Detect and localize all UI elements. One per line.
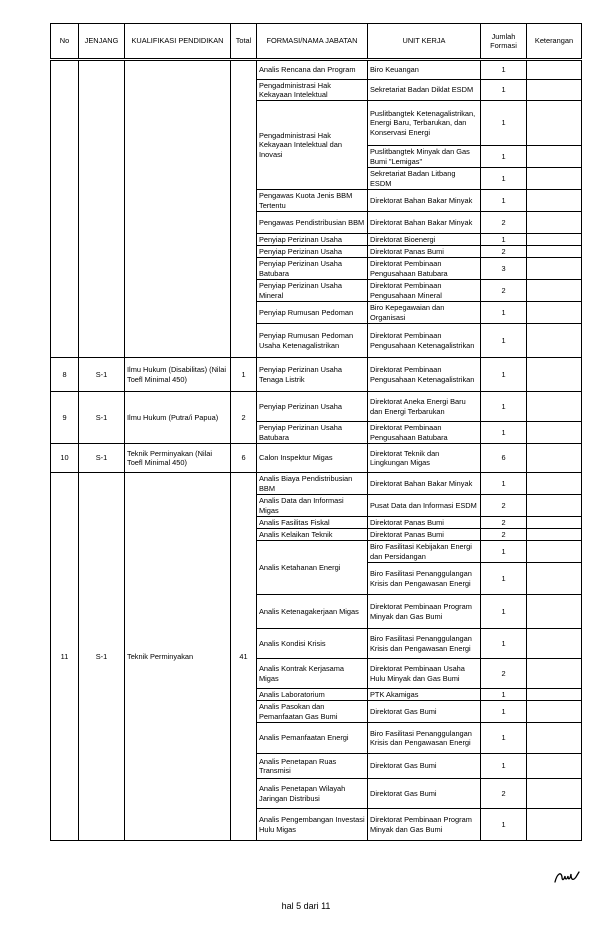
cell-keterangan: [527, 689, 582, 701]
cell-jumlah: 1: [481, 234, 527, 246]
cell-formasi: Analis Data dan Informasi Migas: [257, 495, 368, 517]
cell-unit: Direktorat Aneka Energi Baru dan Energi Terbarukan: [368, 392, 481, 422]
cell-formasi: Analis Ketenagakerjaan Migas: [257, 595, 368, 629]
cell-keterangan: [527, 80, 582, 101]
cell-keterangan: [527, 595, 582, 629]
cell-keterangan: [527, 246, 582, 258]
formasi-table: [50, 23, 582, 841]
cell-keterangan: [527, 101, 582, 146]
cell-jumlah: 2: [481, 495, 527, 517]
cell-formasi: Analis Penetapan Ruas Transmisi: [257, 754, 368, 779]
cell-unit: Direktorat Bahan Bakar Minyak: [368, 212, 481, 234]
cell-unit: Biro Keuangan: [368, 60, 481, 80]
cell-keterangan: [527, 280, 582, 302]
page-number: hal 5 dari 11: [281, 901, 331, 911]
cell-unit: Biro Fasilitasi Penanggulangan Krisis dan Pengawasan Energi: [368, 629, 481, 659]
cell-unit: Direktorat Panas Bumi: [368, 246, 481, 258]
cell-keterangan: [527, 529, 582, 541]
col-header-unit: UNIT KERJA: [368, 24, 481, 60]
cell-keterangan: [527, 302, 582, 324]
cell-formasi: Analis Fasilitas Fiskal: [257, 517, 368, 529]
cell-keterangan: [527, 190, 582, 212]
table-row: [51, 392, 582, 422]
cell-unit: Sekretariat Badan Litbang ESDM: [368, 168, 481, 190]
signature-initial: [552, 868, 582, 886]
cell-formasi: Penyiap Rumusan Pedoman: [257, 302, 368, 324]
cell-formasi: Penyiap Perizinan Usaha: [257, 392, 368, 422]
cell-formasi: Analis Kontrak Kerjasama Migas: [257, 659, 368, 689]
cell-formasi: Analis Ketahanan Energi: [257, 541, 368, 595]
cell-formasi: Penyiap Perizinan Usaha: [257, 234, 368, 246]
cell-keterangan: [527, 392, 582, 422]
cell-keterangan: [527, 723, 582, 754]
cell-total: 6: [231, 444, 257, 473]
cell-unit: Direktorat Bahan Bakar Minyak: [368, 473, 481, 495]
cell-formasi: Analis Penetapan Wilayah Jaringan Distribusi: [257, 779, 368, 809]
cell-unit: Direktorat Teknik dan Lingkungan Migas: [368, 444, 481, 473]
cell-jumlah: 1: [481, 473, 527, 495]
cell-jumlah: 1: [481, 302, 527, 324]
cell-jumlah: 1: [481, 723, 527, 754]
cell-unit: Direktorat Bahan Bakar Minyak: [368, 190, 481, 212]
cell-formasi: Pengawas Pendistribusian BBM: [257, 212, 368, 234]
cell-unit: Direktorat Pembinaan Usaha Hulu Minyak dan Gas Bumi: [368, 659, 481, 689]
cell-keterangan: [527, 444, 582, 473]
cell-unit: Biro Kepegawaian dan Organisasi: [368, 302, 481, 324]
cell-formasi: Analis Pasokan dan Pemanfaatan Gas Bumi: [257, 701, 368, 723]
cell-no: 10: [51, 444, 79, 473]
cell-keterangan: [527, 146, 582, 168]
cell-formasi: Analis Pemanfaatan Energi: [257, 723, 368, 754]
col-header-no: No: [51, 24, 79, 60]
col-header-jenjang: JENJANG: [79, 24, 125, 60]
cell-unit: Direktorat Gas Bumi: [368, 754, 481, 779]
cell-keterangan: [527, 495, 582, 517]
cell-jumlah: 1: [481, 324, 527, 358]
cell-unit: Puslitbangtek Ketenagalistrikan, Energi Baru, Terbarukan, dan Konservasi Energi: [368, 101, 481, 146]
cell-jumlah: 1: [481, 392, 527, 422]
cell-no: 9: [51, 392, 79, 444]
cell-kualifikasi: [125, 60, 231, 358]
cell-keterangan: [527, 60, 582, 80]
cell-unit: Puslitbangtek Minyak dan Gas Bumi "Lemigas": [368, 146, 481, 168]
cell-total: 2: [231, 392, 257, 444]
cell-jumlah: 1: [481, 60, 527, 80]
table-row: [51, 444, 582, 473]
cell-jumlah: 1: [481, 358, 527, 392]
cell-unit: Direktorat Pembinaan Pengusahaan Batubara: [368, 258, 481, 280]
col-header-jumlah: Jumlah Formasi: [481, 24, 527, 60]
cell-unit: Direktorat Pembinaan Program Minyak dan Gas Bumi: [368, 595, 481, 629]
col-header-kualifikasi: KUALIFIKASI PENDIDIKAN: [125, 24, 231, 60]
cell-formasi: Pengadministrasi Hak Kekayaan Intelektual dan Inovasi: [257, 101, 368, 190]
cell-total: 41: [231, 473, 257, 841]
table-header-row: [51, 24, 582, 60]
cell-jumlah: 1: [481, 80, 527, 101]
cell-formasi: Analis Kondisi Krisis: [257, 629, 368, 659]
cell-jumlah: 1: [481, 541, 527, 563]
cell-unit: Biro Fasilitasi Kebijakan Energi dan Persidangan: [368, 541, 481, 563]
cell-unit: Direktorat Pembinaan Pengusahaan Batubara: [368, 422, 481, 444]
cell-keterangan: [527, 629, 582, 659]
cell-formasi: Pengadministrasi Hak Kekayaan Intelektual: [257, 80, 368, 101]
cell-keterangan: [527, 358, 582, 392]
cell-jumlah: 2: [481, 212, 527, 234]
cell-jumlah: 2: [481, 529, 527, 541]
cell-keterangan: [527, 212, 582, 234]
cell-formasi: Calon Inspektur Migas: [257, 444, 368, 473]
cell-jumlah: 1: [481, 422, 527, 444]
cell-jumlah: 2: [481, 517, 527, 529]
cell-jumlah: 1: [481, 629, 527, 659]
cell-unit: Direktorat Pembinaan Pengusahaan Ketenagalistrikan: [368, 358, 481, 392]
cell-keterangan: [527, 659, 582, 689]
cell-jumlah: 1: [481, 754, 527, 779]
cell-jenjang: S-1: [79, 473, 125, 841]
cell-jumlah: 1: [481, 101, 527, 146]
cell-keterangan: [527, 541, 582, 563]
cell-formasi: Analis Rencana dan Program: [257, 60, 368, 80]
cell-keterangan: [527, 473, 582, 495]
cell-kualifikasi: Teknik Perminyakan: [125, 473, 231, 841]
cell-unit: Biro Fasilitasi Penanggulangan Krisis dan Pengawasan Energi: [368, 723, 481, 754]
cell-unit: Sekretariat Badan Diklat ESDM: [368, 80, 481, 101]
cell-keterangan: [527, 517, 582, 529]
cell-unit: PTK Akamigas: [368, 689, 481, 701]
cell-jumlah: 6: [481, 444, 527, 473]
cell-jumlah: 1: [481, 689, 527, 701]
cell-jumlah: 1: [481, 701, 527, 723]
cell-total: 1: [231, 358, 257, 392]
cell-unit: Direktorat Gas Bumi: [368, 779, 481, 809]
cell-keterangan: [527, 701, 582, 723]
cell-unit: Direktorat Pembinaan Pengusahaan Mineral: [368, 280, 481, 302]
cell-formasi: Penyiap Perizinan Usaha Tenaga Listrik: [257, 358, 368, 392]
cell-jenjang: S-1: [79, 444, 125, 473]
cell-jumlah: 1: [481, 168, 527, 190]
cell-jumlah: 2: [481, 280, 527, 302]
cell-formasi: Penyiap Perizinan Usaha Batubara: [257, 422, 368, 444]
cell-no: 8: [51, 358, 79, 392]
col-header-formasi: FORMASI/NAMA JABATAN: [257, 24, 368, 60]
table-row: [51, 358, 582, 392]
cell-no: 11: [51, 473, 79, 841]
cell-keterangan: [527, 779, 582, 809]
cell-unit: Pusat Data dan Informasi ESDM: [368, 495, 481, 517]
cell-kualifikasi: Ilmu Hukum (Putra/i Papua): [125, 392, 231, 444]
cell-jumlah: 1: [481, 146, 527, 168]
cell-unit: Biro Fasilitasi Penanggulangan Krisis dan Pengawasan Energi: [368, 563, 481, 595]
cell-jumlah: 1: [481, 190, 527, 212]
cell-kualifikasi: Ilmu Hukum (Disabilitas) (Nilai Toefl Minimal 450): [125, 358, 231, 392]
cell-unit: Direktorat Panas Bumi: [368, 517, 481, 529]
table-row: [51, 473, 582, 495]
cell-jumlah: 2: [481, 659, 527, 689]
cell-jumlah: 1: [481, 809, 527, 841]
cell-keterangan: [527, 234, 582, 246]
cell-jumlah: 3: [481, 258, 527, 280]
cell-formasi: Penyiap Perizinan Usaha: [257, 246, 368, 258]
cell-unit: Direktorat Pembinaan Pengusahaan Ketenagalistrikan: [368, 324, 481, 358]
cell-unit: Direktorat Pembinaan Program Minyak dan Gas Bumi: [368, 809, 481, 841]
cell-jenjang: [79, 60, 125, 358]
cell-formasi: Penyiap Rumusan Pedoman Usaha Ketenagalistrikan: [257, 324, 368, 358]
col-header-keterangan: Keterangan: [527, 24, 582, 60]
cell-no: [51, 60, 79, 358]
cell-jumlah: 1: [481, 563, 527, 595]
cell-keterangan: [527, 258, 582, 280]
cell-jumlah: 2: [481, 779, 527, 809]
cell-total: [231, 60, 257, 358]
cell-keterangan: [527, 563, 582, 595]
cell-keterangan: [527, 754, 582, 779]
cell-unit: Direktorat Panas Bumi: [368, 529, 481, 541]
cell-unit: Direktorat Bioenergi: [368, 234, 481, 246]
cell-keterangan: [527, 324, 582, 358]
cell-formasi: Pengawas Kuota Jenis BBM Tertentu: [257, 190, 368, 212]
cell-jenjang: S-1: [79, 392, 125, 444]
cell-kualifikasi: Teknik Perminyakan (Nilai Toefl Minimal 450): [125, 444, 231, 473]
col-header-total: Total: [231, 24, 257, 60]
cell-unit: Direktorat Gas Bumi: [368, 701, 481, 723]
table-row: [51, 60, 582, 80]
cell-formasi: Penyiap Perizinan Usaha Mineral: [257, 280, 368, 302]
cell-keterangan: [527, 168, 582, 190]
cell-formasi: Analis Laboratorium: [257, 689, 368, 701]
cell-formasi: Analis Kelaikan Teknik: [257, 529, 368, 541]
cell-formasi: Analis Biaya Pendistribusian BBM: [257, 473, 368, 495]
cell-formasi: Penyiap Perizinan Usaha Batubara: [257, 258, 368, 280]
cell-keterangan: [527, 809, 582, 841]
cell-jenjang: S-1: [79, 358, 125, 392]
cell-jumlah: 2: [481, 246, 527, 258]
cell-keterangan: [527, 422, 582, 444]
cell-jumlah: 1: [481, 595, 527, 629]
cell-formasi: Analis Pengembangan Investasi Hulu Migas: [257, 809, 368, 841]
